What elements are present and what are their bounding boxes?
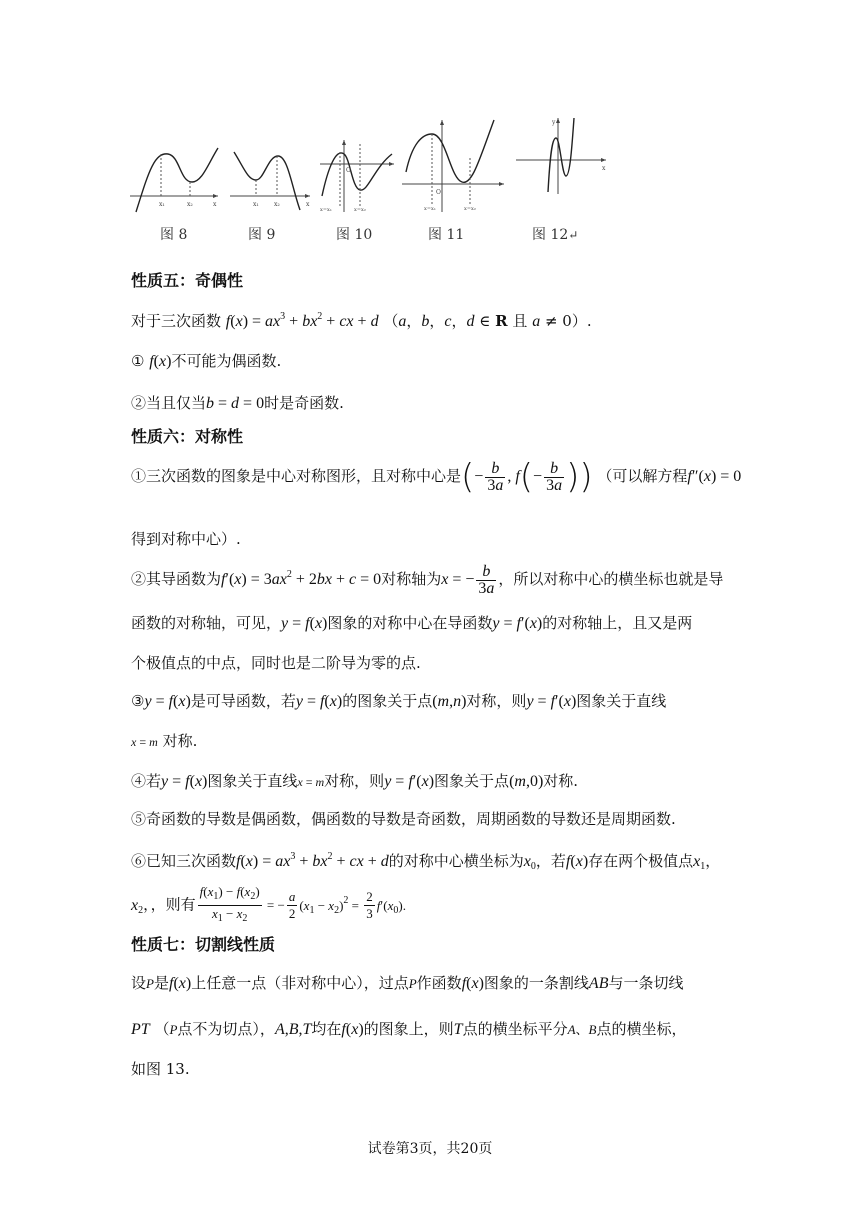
svg-text:x: x <box>213 201 217 208</box>
page-footer: 试卷第3页，共20页 <box>367 1141 493 1157</box>
prop6-item-2-line3: 个极值点的中点，同时也是二阶导为零的点. <box>131 654 421 672</box>
prop6-item-5: ⑤奇函数的导数是偶函数，偶函数的导数是奇函数，周期函数的导数还是周期函数. <box>131 810 676 828</box>
prop6-item-3-cont: x = m 对称. <box>131 732 198 750</box>
svg-text:O: O <box>436 189 441 196</box>
figure-9-caption: 图 9 <box>248 227 276 243</box>
svg-text:x=x₂: x=x₂ <box>464 206 476 212</box>
prop6-item-1: ①三次函数的图象是中心对称图形，且对称中心是(− $\frac{b}{3a}$ , f(− $\frac{b}{3a}$ )) （可以解方程f″(x) = 0 <box>131 457 742 497</box>
figure-12 <box>510 116 610 196</box>
figure-9 <box>230 148 312 216</box>
svg-text:x: x <box>306 201 310 208</box>
prop5-item-1: ① f(x)不可能为偶函数. <box>131 352 282 370</box>
prop7-line-3: 如图 13. <box>131 1060 190 1078</box>
svg-text:y: y <box>552 119 556 126</box>
svg-text:x: x <box>602 165 606 172</box>
figure-12-caption: 图 12↵ <box>532 227 579 243</box>
figure-8-caption: 图 8 <box>160 227 188 243</box>
prop6-item-6: ⑥已知三次函数$f(x) = ax^3 + bx^2$ + cx + d的对称中心横坐标为$x_0$，若f(x)存在两个极值点$x_1$， <box>131 851 721 872</box>
svg-text:O: O <box>346 167 351 174</box>
prop6-item-6-formula: $x_2$，，则有 $\frac{f(x_1) - f(x_2)}{x_1 - x_2}$ = − $\frac{a}{2}$ $(x_1 - x_2)^2$ = $\frac{2}{3}$ $f'(x_0)$. <box>131 884 406 924</box>
prop6-item-1-cont: 得到对称中心）. <box>131 530 241 548</box>
section-heading-parity: 性质五：奇偶性 <box>131 271 244 290</box>
svg-text:x₁: x₁ <box>253 201 259 208</box>
svg-text:x=x₁: x=x₁ <box>320 207 332 213</box>
svg-text:x=x₁: x=x₁ <box>424 206 436 212</box>
caption-return-mark: ↵ <box>568 228 579 242</box>
svg-text:x₂: x₂ <box>274 201 280 208</box>
prop5-item-2: ②当且仅当b = d = 0时是奇函数. <box>131 394 344 412</box>
figure-11-caption: 图 11 <box>428 227 465 243</box>
figure-11 <box>400 118 508 214</box>
prop7-line-2: PT （P点不为切点），A,B,T均在f(x)的图象上，则T点的横坐标平分A、B点的横坐标， <box>131 1020 687 1038</box>
figure-10 <box>318 138 396 214</box>
section-heading-secant-tangent: 性质七：切割线性质 <box>131 935 276 954</box>
svg-text:x₁: x₁ <box>159 201 165 208</box>
section-heading-symmetry: 性质六：对称性 <box>131 427 244 446</box>
prop7-line-1: 设P是f(x)上任意一点（非对称中心），过点P作函数f(x)图象的一条割线AB与一条切线 <box>131 974 684 992</box>
figure-row <box>128 108 628 248</box>
figure-8 <box>128 144 220 214</box>
svg-text:x₂: x₂ <box>187 201 193 208</box>
svg-text:x=x₂: x=x₂ <box>354 207 366 213</box>
prop6-item-2-line2: 函数的对称轴，可见，y = f(x)图象的对称中心在导函数y = f′(x)的对称轴上，且又是两 <box>131 614 693 632</box>
prop6-item-4: ④若y = f(x)图象关于直线x = m对称，则y = f′(x)图象关于点(m,0)对称. <box>131 772 579 790</box>
prop5-intro: 对于三次函数 $f(x) = ax^3 + bx^2$ + cx + d （a，b，c，d ∈ R 且 a ≠ 0）. <box>131 311 592 330</box>
figure-10-caption: 图 10 <box>336 227 373 243</box>
prop6-item-2: ②其导函数为$f'(x) = 3ax^2 + 2bx + c = 0$对称轴为x = − $\frac{b}{3a}$ ，所以对称中心的横坐标也就是导 <box>131 562 724 597</box>
prop6-item-3: ③y = f(x)是可导函数，若y = f(x)的图象关于点(m,n)对称，则y = f′(x)图象关于直线 <box>131 692 667 710</box>
